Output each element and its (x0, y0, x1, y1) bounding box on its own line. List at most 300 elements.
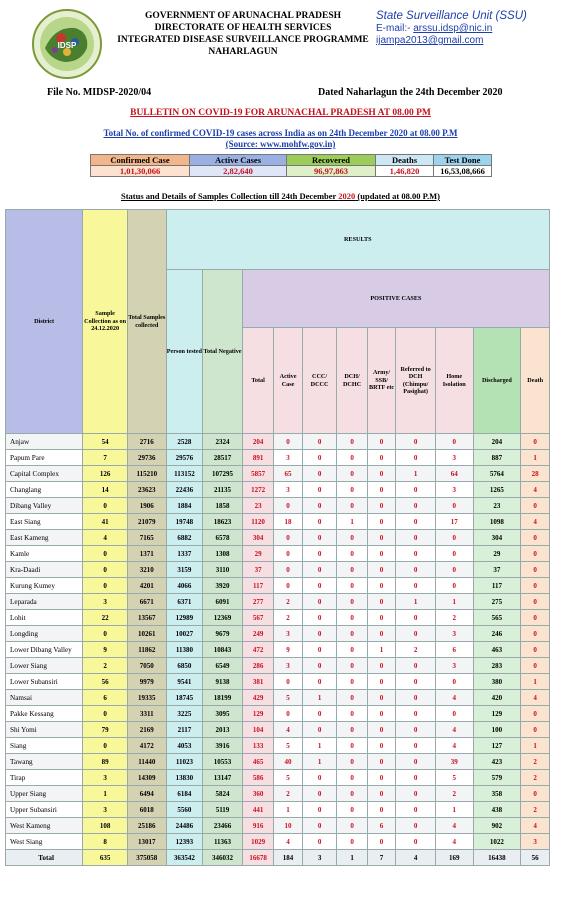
active-case-cell: 18 (274, 514, 302, 530)
discharged-cell: 565 (473, 610, 521, 626)
positive-total-cell: 441 (242, 802, 274, 818)
total-sample-collection-cell: 635 (83, 850, 128, 866)
table-row (6, 706, 550, 722)
status-caption (0, 191, 561, 201)
discharged-cell: 275 (473, 594, 521, 610)
discharged-cell: 1098 (473, 514, 521, 530)
total-home-isolation-cell: 169 (435, 850, 473, 866)
col-army: Army/ SSB/ BRTF etc (367, 328, 395, 434)
active-case-cell: 5 (274, 690, 302, 706)
army-ssb-cell: 0 (367, 658, 395, 674)
positive-total-cell: 1120 (242, 514, 274, 530)
col-home-isolation: Home Isolation (435, 328, 473, 434)
home-isolation-cell: 2 (435, 610, 473, 626)
india-summary-table (90, 154, 492, 177)
col-person-tested: Person tested (166, 270, 203, 434)
home-isolation-cell: 3 (435, 626, 473, 642)
total-samples-cell: 3210 (127, 562, 166, 578)
discharged-cell: 420 (473, 690, 521, 706)
ccc-dccc-cell: 0 (302, 786, 337, 802)
total-negative-cell: 23466 (203, 818, 243, 834)
dch-dchc-cell: 1 (337, 514, 367, 530)
ccc-dccc-cell: 0 (302, 706, 337, 722)
army-ssb-cell: 0 (367, 722, 395, 738)
total-samples-cell: 7050 (127, 658, 166, 674)
total-negative-cell: 21135 (203, 482, 243, 498)
district-rows (6, 434, 550, 866)
dch-dchc-cell: 0 (337, 450, 367, 466)
death-cell: 4 (521, 818, 550, 834)
table-row (6, 738, 550, 754)
sample-collection-cell: 0 (83, 562, 128, 578)
referred-dch-cell: 2 (396, 642, 436, 658)
total-samples-cell: 115210 (127, 466, 166, 482)
army-ssb-cell: 0 (367, 674, 395, 690)
discharged-cell: 129 (473, 706, 521, 722)
positive-total-cell: 129 (242, 706, 274, 722)
table-row (6, 434, 550, 450)
discharged-cell: 902 (473, 818, 521, 834)
district-name-cell: Tawang (6, 754, 83, 770)
table-row (6, 674, 550, 690)
referred-dch-cell: 0 (396, 450, 436, 466)
sample-collection-cell: 7 (83, 450, 128, 466)
district-name-cell: Lower Subansiri (6, 674, 83, 690)
total-samples-cell: 2716 (127, 434, 166, 450)
total-samples-cell: 6671 (127, 594, 166, 610)
army-ssb-cell: 0 (367, 530, 395, 546)
death-cell: 0 (521, 578, 550, 594)
district-name-cell: West Kameng (6, 818, 83, 834)
summary-value-active: 2,82,640 (190, 166, 287, 177)
home-isolation-cell: 1 (435, 802, 473, 818)
dch-dchc-cell: 0 (337, 802, 367, 818)
dch-dchc-cell: 0 (337, 546, 367, 562)
sample-collection-cell: 14 (83, 482, 128, 498)
sample-collection-cell: 89 (83, 754, 128, 770)
ssu-contact (376, 10, 527, 47)
total-negative-cell: 2013 (203, 722, 243, 738)
death-cell: 2 (521, 754, 550, 770)
referred-dch-cell: 0 (396, 498, 436, 514)
total-samples-cell: 13017 (127, 834, 166, 850)
death-cell: 0 (521, 546, 550, 562)
active-case-cell: 0 (274, 674, 302, 690)
referred-dch-cell: 0 (396, 738, 436, 754)
sample-collection-cell: 0 (83, 738, 128, 754)
total-negative-cell: 13147 (203, 770, 243, 786)
dch-dchc-cell: 0 (337, 482, 367, 498)
district-name-cell: Changlang (6, 482, 83, 498)
table-row (6, 514, 550, 530)
discharged-cell: 380 (473, 674, 521, 690)
death-cell: 0 (521, 498, 550, 514)
positive-total-cell: 304 (242, 530, 274, 546)
home-isolation-cell: 17 (435, 514, 473, 530)
total-negative-cell: 6578 (203, 530, 243, 546)
discharged-cell: 423 (473, 754, 521, 770)
dch-dchc-cell: 0 (337, 818, 367, 834)
total-negative-cell: 12369 (203, 610, 243, 626)
death-cell: 4 (521, 690, 550, 706)
death-cell: 0 (521, 786, 550, 802)
army-ssb-cell: 0 (367, 754, 395, 770)
ccc-dccc-cell: 0 (302, 546, 337, 562)
sample-collection-cell: 108 (83, 818, 128, 834)
positive-total-cell: 891 (242, 450, 274, 466)
total-samples-cell: 10261 (127, 626, 166, 642)
dch-dchc-cell: 0 (337, 658, 367, 674)
sample-collection-cell: 3 (83, 770, 128, 786)
total-negative-cell: 10843 (203, 642, 243, 658)
letterhead (112, 10, 374, 58)
positive-total-cell: 567 (242, 610, 274, 626)
discharged-cell: 204 (473, 434, 521, 450)
total-ccc-dccc-cell: 3 (302, 850, 337, 866)
district-name-cell: Tirap (6, 770, 83, 786)
person-tested-cell: 113152 (166, 466, 203, 482)
table-row (6, 530, 550, 546)
army-ssb-cell: 0 (367, 626, 395, 642)
home-isolation-cell: 4 (435, 722, 473, 738)
death-cell: 1 (521, 450, 550, 466)
total-negative-cell: 9679 (203, 626, 243, 642)
active-case-cell: 9 (274, 642, 302, 658)
total-samples-cell: 7165 (127, 530, 166, 546)
total-total-samples-cell: 375058 (127, 850, 166, 866)
total-samples-cell: 25186 (127, 818, 166, 834)
referred-dch-cell: 0 (396, 754, 436, 770)
active-case-cell: 5 (274, 770, 302, 786)
active-case-cell: 3 (274, 450, 302, 466)
file-number: File No. MIDSP-2020/04 (47, 87, 152, 98)
total-samples-cell: 1371 (127, 546, 166, 562)
positive-total-cell: 29 (242, 546, 274, 562)
referred-dch-cell: 1 (396, 466, 436, 482)
positive-total-cell: 465 (242, 754, 274, 770)
table-row (6, 754, 550, 770)
india-source[interactable]: (Source: www.mohfw.gov.in) (225, 139, 336, 149)
death-cell: 4 (521, 482, 550, 498)
total-negative-cell: 18199 (203, 690, 243, 706)
total-negative-cell: 1308 (203, 546, 243, 562)
army-ssb-cell: 0 (367, 802, 395, 818)
total-samples-cell: 14309 (127, 770, 166, 786)
person-tested-cell: 6882 (166, 530, 203, 546)
status-year: 2020 (338, 191, 356, 201)
active-case-cell: 10 (274, 818, 302, 834)
active-case-cell: 2 (274, 594, 302, 610)
table-row (6, 722, 550, 738)
death-cell: 0 (521, 530, 550, 546)
death-cell: 2 (521, 770, 550, 786)
total-samples-cell: 6018 (127, 802, 166, 818)
table-row (6, 562, 550, 578)
discharged-cell: 463 (473, 642, 521, 658)
positive-total-cell: 472 (242, 642, 274, 658)
home-isolation-cell: 0 (435, 578, 473, 594)
person-tested-cell: 6184 (166, 786, 203, 802)
dch-dchc-cell: 0 (337, 466, 367, 482)
army-ssb-cell: 0 (367, 786, 395, 802)
table-row (6, 578, 550, 594)
col-active: Active Case (274, 328, 302, 434)
active-case-cell: 4 (274, 722, 302, 738)
active-case-cell: 0 (274, 562, 302, 578)
discharged-cell: 5764 (473, 466, 521, 482)
total-samples-cell: 11862 (127, 642, 166, 658)
person-tested-cell: 22436 (166, 482, 203, 498)
person-tested-cell: 2117 (166, 722, 203, 738)
sample-collection-cell: 3 (83, 594, 128, 610)
col-dch: DCH/ DCHC (337, 328, 367, 434)
army-ssb-cell: 0 (367, 546, 395, 562)
sample-collection-cell: 0 (83, 626, 128, 642)
total-referred-dch-cell: 4 (396, 850, 436, 866)
dch-dchc-cell: 0 (337, 754, 367, 770)
total-negative-cell: 3110 (203, 562, 243, 578)
district-name-cell: Namsai (6, 690, 83, 706)
ccc-dccc-cell: 1 (302, 690, 337, 706)
referred-dch-cell: 0 (396, 834, 436, 850)
person-tested-cell: 9541 (166, 674, 203, 690)
dch-dchc-cell: 0 (337, 578, 367, 594)
total-row (6, 850, 550, 866)
total-samples-cell: 6494 (127, 786, 166, 802)
total-person-tested-cell: 363542 (166, 850, 203, 866)
active-case-cell: 65 (274, 466, 302, 482)
dch-dchc-cell: 0 (337, 786, 367, 802)
ccc-dccc-cell: 0 (302, 674, 337, 690)
summary-value-tests: 16,53,08,666 (434, 166, 492, 177)
army-ssb-cell: 0 (367, 498, 395, 514)
status-suffix: (updated at 08.00 P.M) (355, 191, 440, 201)
referred-dch-cell: 0 (396, 610, 436, 626)
discharged-cell: 438 (473, 802, 521, 818)
total-negative-cell: 3920 (203, 578, 243, 594)
ccc-dccc-cell: 0 (302, 562, 337, 578)
person-tested-cell: 24486 (166, 818, 203, 834)
home-isolation-cell: 4 (435, 690, 473, 706)
active-case-cell: 0 (274, 546, 302, 562)
district-name-cell: Longding (6, 626, 83, 642)
total-death-cell: 56 (521, 850, 550, 866)
discharged-cell: 358 (473, 786, 521, 802)
sample-collection-cell: 41 (83, 514, 128, 530)
sample-collection-cell: 56 (83, 674, 128, 690)
army-ssb-cell: 0 (367, 610, 395, 626)
summary-value-recovered: 96,97,863 (287, 166, 376, 177)
dch-dchc-cell: 0 (337, 770, 367, 786)
active-case-cell: 4 (274, 834, 302, 850)
bulletin-title: BULLETIN ON COVID-19 FOR ARUNACHAL PRADESH AT 08.00 PM (130, 108, 431, 118)
home-isolation-cell: 0 (435, 562, 473, 578)
home-isolation-cell: 39 (435, 754, 473, 770)
positive-total-cell: 381 (242, 674, 274, 690)
active-case-cell: 3 (274, 482, 302, 498)
ccc-dccc-cell: 0 (302, 466, 337, 482)
positive-total-cell: 1029 (242, 834, 274, 850)
total-samples-cell: 23623 (127, 482, 166, 498)
home-isolation-cell: 0 (435, 546, 473, 562)
dch-dchc-cell: 0 (337, 610, 367, 626)
home-isolation-cell: 0 (435, 530, 473, 546)
table-row (6, 466, 550, 482)
dch-dchc-cell: 0 (337, 674, 367, 690)
discharged-cell: 127 (473, 738, 521, 754)
status-prefix: Status and Details of Samples Collection till 24th December (121, 191, 339, 201)
table-row (6, 642, 550, 658)
referred-dch-cell: 0 (396, 770, 436, 786)
referred-dch-cell: 0 (396, 802, 436, 818)
ccc-dccc-cell: 0 (302, 610, 337, 626)
sample-collection-cell: 9 (83, 642, 128, 658)
active-case-cell: 0 (274, 498, 302, 514)
person-tested-cell: 19748 (166, 514, 203, 530)
total-negative-cell: 18623 (203, 514, 243, 530)
email-link-2[interactable]: ijampa2013@gmail.com (376, 35, 484, 46)
district-name-cell: Kamle (6, 546, 83, 562)
home-isolation-cell: 4 (435, 818, 473, 834)
person-tested-cell: 13830 (166, 770, 203, 786)
sample-collection-cell: 0 (83, 578, 128, 594)
total-army-ssb-cell: 7 (367, 850, 395, 866)
person-tested-cell: 4053 (166, 738, 203, 754)
discharged-cell: 1265 (473, 482, 521, 498)
death-cell: 28 (521, 466, 550, 482)
home-isolation-cell: 4 (435, 738, 473, 754)
person-tested-cell: 6371 (166, 594, 203, 610)
district-name-cell: Kra-Daadi (6, 562, 83, 578)
total-total-negative-cell: 346032 (203, 850, 243, 866)
district-name-cell: Anjaw (6, 434, 83, 450)
summary-header-cell: Recovered (287, 155, 376, 166)
ccc-dccc-cell: 0 (302, 770, 337, 786)
person-tested-cell: 18745 (166, 690, 203, 706)
positive-total-cell: 23 (242, 498, 274, 514)
referred-dch-cell: 0 (396, 818, 436, 834)
death-cell: 0 (521, 562, 550, 578)
death-cell: 0 (521, 610, 550, 626)
referred-dch-cell: 0 (396, 674, 436, 690)
total-samples-cell: 19335 (127, 690, 166, 706)
sample-collection-cell: 3 (83, 802, 128, 818)
total-negative-cell: 2324 (203, 434, 243, 450)
referred-dch-cell: 0 (396, 706, 436, 722)
person-tested-cell: 1884 (166, 498, 203, 514)
sample-collection-cell: 0 (83, 706, 128, 722)
district-name-cell: Leparada (6, 594, 83, 610)
total-negative-cell: 5119 (203, 802, 243, 818)
army-ssb-cell: 0 (367, 594, 395, 610)
sample-collection-cell: 54 (83, 434, 128, 450)
sample-collection-cell: 8 (83, 834, 128, 850)
table-row (6, 834, 550, 850)
army-ssb-cell: 0 (367, 482, 395, 498)
positive-total-cell: 586 (242, 770, 274, 786)
district-name-cell: Lower Dibang Valley (6, 642, 83, 658)
summary-header-cell: Active Cases (190, 155, 287, 166)
total-negative-cell: 10553 (203, 754, 243, 770)
army-ssb-cell: 0 (367, 514, 395, 530)
col-discharged: Discharged (473, 328, 521, 434)
home-isolation-cell: 3 (435, 482, 473, 498)
district-name-cell: Upper Siang (6, 786, 83, 802)
active-case-cell: 1 (274, 802, 302, 818)
person-tested-cell: 2528 (166, 434, 203, 450)
col-total: Total (242, 328, 274, 434)
home-isolation-cell: 6 (435, 642, 473, 658)
person-tested-cell: 12393 (166, 834, 203, 850)
person-tested-cell: 12989 (166, 610, 203, 626)
death-cell: 4 (521, 514, 550, 530)
active-case-cell: 5 (274, 738, 302, 754)
discharged-cell: 246 (473, 626, 521, 642)
death-cell: 0 (521, 626, 550, 642)
ccc-dccc-cell: 0 (302, 530, 337, 546)
positive-total-cell: 37 (242, 562, 274, 578)
dch-dchc-cell: 0 (337, 530, 367, 546)
ccc-dccc-cell: 1 (302, 754, 337, 770)
ccc-dccc-cell: 1 (302, 738, 337, 754)
referred-dch-cell: 0 (396, 482, 436, 498)
ssu-title: State Surveillance Unit (SSU) (376, 10, 527, 22)
death-cell: 0 (521, 434, 550, 450)
death-cell: 0 (521, 642, 550, 658)
total-samples-cell: 13567 (127, 610, 166, 626)
sample-collection-cell: 0 (83, 498, 128, 514)
total-samples-cell: 9979 (127, 674, 166, 690)
ccc-dccc-cell: 0 (302, 482, 337, 498)
district-name-cell: Kurung Kumey (6, 578, 83, 594)
active-case-cell: 0 (274, 434, 302, 450)
referred-dch-cell: 0 (396, 786, 436, 802)
total-positive-total-cell: 16678 (242, 850, 274, 866)
death-cell: 1 (521, 674, 550, 690)
dch-dchc-cell: 0 (337, 722, 367, 738)
home-isolation-cell: 0 (435, 498, 473, 514)
table-row (6, 450, 550, 466)
total-negative-cell: 28517 (203, 450, 243, 466)
discharged-cell: 29 (473, 546, 521, 562)
summary-value-confirmed: 1,01,30,066 (91, 166, 190, 177)
district-table (5, 209, 550, 866)
district-name-cell: Capital Complex (6, 466, 83, 482)
army-ssb-cell: 0 (367, 578, 395, 594)
table-row (6, 482, 550, 498)
total-samples-cell: 29736 (127, 450, 166, 466)
email-link-1[interactable]: arssu.idsp@nic.in (413, 23, 493, 34)
sample-collection-cell: 22 (83, 610, 128, 626)
person-tested-cell: 3225 (166, 706, 203, 722)
header-line-3: INTEGRATED DISEASE SURVEILLANCE PROGRAMME (117, 35, 369, 45)
discharged-cell: 23 (473, 498, 521, 514)
total-district-name-cell: Total (6, 850, 83, 866)
person-tested-cell: 5560 (166, 802, 203, 818)
total-negative-cell: 1858 (203, 498, 243, 514)
active-case-cell: 0 (274, 706, 302, 722)
referred-dch-cell: 0 (396, 722, 436, 738)
ccc-dccc-cell: 0 (302, 514, 337, 530)
total-dch-dchc-cell: 1 (337, 850, 367, 866)
district-name-cell: West Siang (6, 834, 83, 850)
active-case-cell: 2 (274, 786, 302, 802)
discharged-cell: 37 (473, 562, 521, 578)
total-samples-cell: 1906 (127, 498, 166, 514)
col-sample-collection: Sample Collection as on 24.12.2020 (83, 210, 128, 434)
positive-total-cell: 277 (242, 594, 274, 610)
email-label: E-mail:- (376, 23, 414, 34)
